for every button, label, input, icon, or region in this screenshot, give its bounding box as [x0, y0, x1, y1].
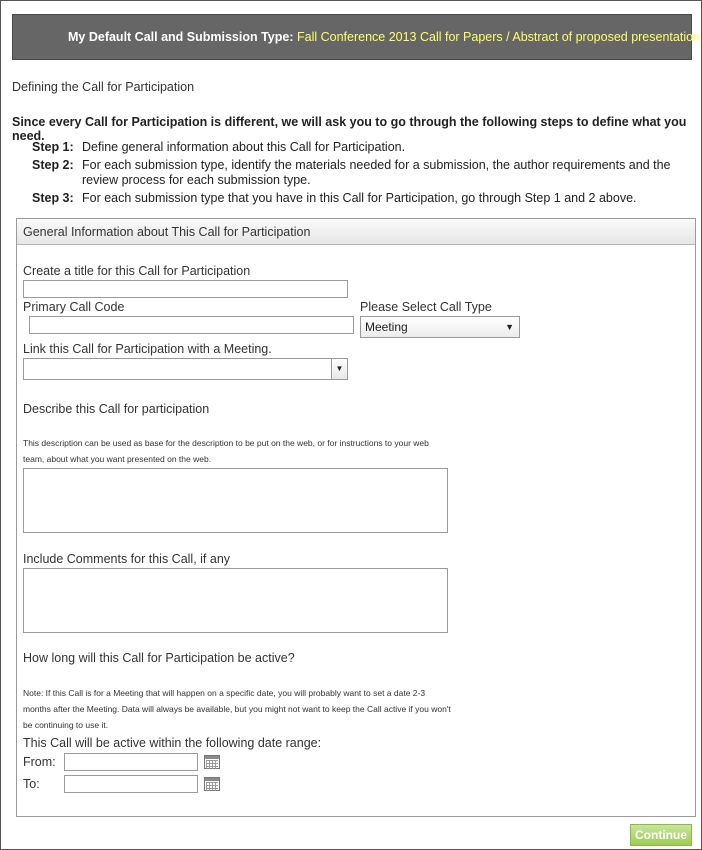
call-type-select[interactable]: [360, 316, 520, 338]
call-title-input[interactable]: [23, 280, 348, 298]
panel-title: General Information about This Call for Participation: [17, 219, 695, 245]
general-info-panel: [16, 218, 696, 817]
to-label: To:: [23, 777, 40, 791]
from-date-input[interactable]: [64, 753, 198, 771]
step-label: Step 1:: [32, 140, 74, 154]
step-label: Step 2:: [32, 158, 74, 172]
active-question: How long will this Call for Participation be active?: [23, 651, 295, 665]
description-textarea[interactable]: [23, 468, 448, 533]
comments-label: Include Comments for this Call, if any: [23, 552, 231, 566]
section-title: Defining the Call for Participation: [12, 80, 195, 94]
describe-note: This description can be used as base for the description to be put on the web, or for instructions to your web team, about what you want presented on the web.: [23, 438, 429, 464]
header-label: My Default Call and Submission Type:: [68, 30, 294, 44]
default-call-header: [12, 14, 700, 60]
primary-code-input[interactable]: [29, 316, 354, 334]
title-field-label: Create a title for this Call for Participation: [23, 264, 251, 278]
from-label: From:: [23, 755, 56, 769]
to-date-input[interactable]: [64, 775, 198, 793]
step-text: For each submission type, identify the materials needed for a submission, the author requirements and the review process for each submission type.: [82, 158, 671, 187]
step-label: Step 3:: [32, 191, 74, 205]
active-note: Note: If this Call is for a Meeting that will happen on a specific date, you will probably want to set a date 2-3 months after the Meeting. Data will always be available, but you might not want to keep the Call active if you won't be continuing to use it.: [23, 688, 451, 730]
intro-text: Since every Call for Participation is different, we will ask you to go through the following steps to define what you need.: [12, 115, 687, 143]
step-3: [32, 191, 682, 206]
link-meeting-select[interactable]: [23, 358, 348, 380]
calendar-icon[interactable]: [204, 777, 220, 791]
call-type-selected: Meeting: [365, 320, 408, 334]
step-2: [32, 158, 682, 188]
date-range-label: This Call will be active within the following date range:: [23, 736, 322, 750]
comments-textarea[interactable]: [23, 568, 448, 633]
calendar-icon[interactable]: [204, 755, 220, 769]
describe-label: Describe this Call for participation: [23, 402, 210, 416]
continue-button[interactable]: Continue: [630, 824, 692, 846]
step-text: Define general information about this Call for Participation.: [82, 140, 406, 154]
step-1: [32, 140, 682, 155]
header-value: Fall Conference 2013 Call for Papers / Abstract of proposed presentation: [296, 30, 700, 44]
step-text: For each submission type that you have in this Call for Participation, go through Step 1 and 2 above.: [82, 191, 637, 205]
link-meeting-label: Link this Call for Participation with a Meeting.: [23, 342, 272, 356]
steps-list: [32, 140, 682, 209]
primary-code-label: Primary Call Code: [23, 300, 125, 314]
chevron-down-icon[interactable]: ▼: [331, 359, 347, 379]
chevron-down-icon: ▼: [505, 322, 514, 332]
call-type-label: Please Select Call Type: [360, 300, 492, 314]
